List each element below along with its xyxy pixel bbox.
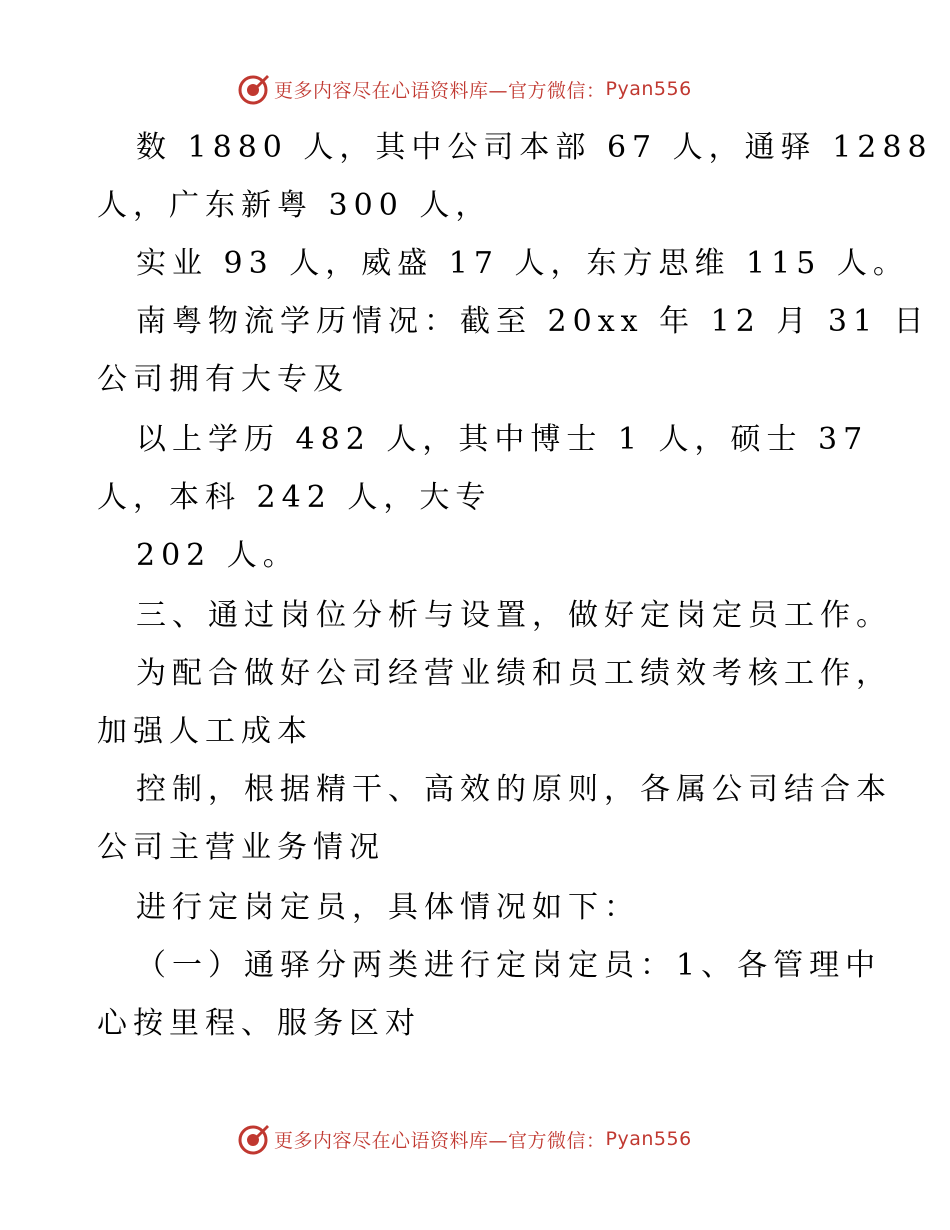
text-line: 为配合做好公司经营业绩和员工绩效考核工作，	[136, 656, 892, 691]
watermark-wechat-id: Pyan556	[605, 78, 692, 100]
pen-logo-icon	[236, 1122, 270, 1156]
text-line: 数 1880 人，其中公司本部 67 人，通驿 1288	[136, 130, 933, 165]
text-line: 公司主营业务情况	[97, 830, 385, 865]
footer-watermark	[236, 1121, 756, 1157]
text-line: 人，广东新粤 300 人，	[97, 188, 492, 223]
text-line: 人，本科 242 人，大专	[97, 480, 492, 515]
text-line: （一）通驿分两类进行定岗定员：1、各管理中	[136, 948, 882, 983]
text-line: 进行定岗定员，具体情况如下：	[136, 890, 640, 925]
watermark-text: 更多内容尽在心语资料库—官方微信：	[274, 79, 606, 102]
text-line: 控制，根据精干、高效的原则，各属公司结合本	[136, 772, 892, 807]
watermark-wechat-id: Pyan556	[605, 1128, 692, 1150]
text-line: 加强人工成本	[97, 714, 313, 749]
watermark-text: 更多内容尽在心语资料库—官方微信：	[274, 1129, 606, 1152]
text-line: 南粤物流学历情况：截至 20xx 年 12 月 31 日	[136, 304, 930, 339]
text-line: 三、通过岗位分析与设置，做好定岗定员工作。	[136, 598, 892, 633]
text-line: 以上学历 482 人，其中博士 1 人，硕士 37	[136, 422, 869, 457]
text-line: 心按里程、服务区对	[97, 1006, 421, 1041]
text-line: 实业 93 人，威盛 17 人，东方思维 115 人。	[136, 246, 909, 281]
text-line: 202 人。	[136, 538, 299, 573]
text-line: 公司拥有大专及	[97, 362, 349, 397]
